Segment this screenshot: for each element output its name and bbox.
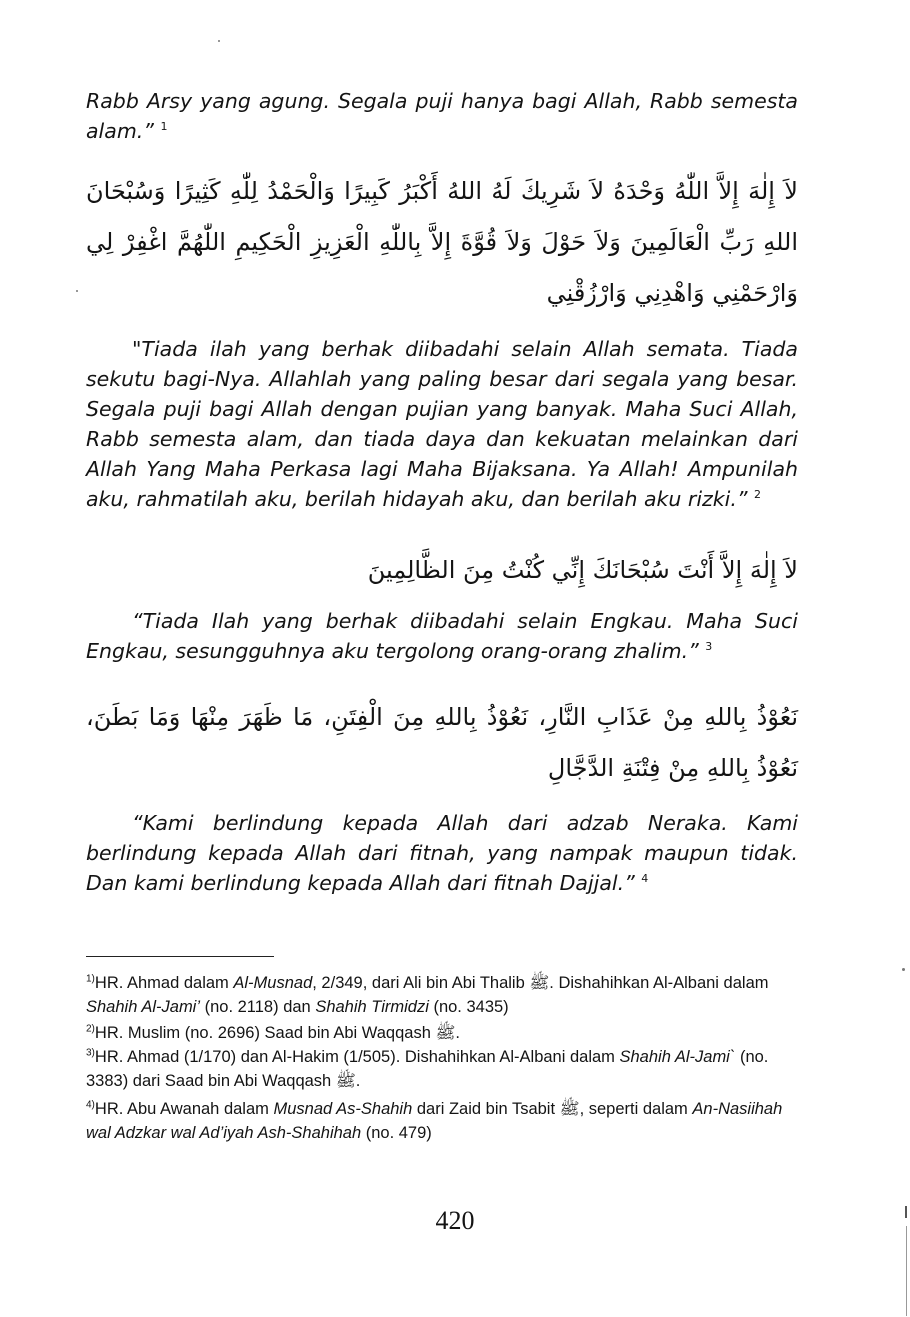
footnote-4-number: 4) [86, 1099, 95, 1111]
footnote-4-text-a: HR. Abu Awanah dalam [94, 1100, 274, 1118]
footnote-1-number: 1) [86, 973, 95, 985]
footnote-ref-4: 4 [641, 872, 649, 886]
footnote-1-title-b: Shahih Al-Jami’ [86, 998, 201, 1016]
arabic-dua-2: لاَ إِلٰهَ إِلاَّ أَنْتَ سُبْحَانَكَ إِنِّي كُنْتُ مِنَ الظَّالِمِينَ [367, 556, 798, 584]
footnote-3-text-a: HR. Ahmad (1/170) dan Al-Hakim (1/505). Dishahihkan Al-Albani dalam [94, 1048, 620, 1066]
paragraph-4-text: “Kami berlindung kepada Allah dari adzab Neraka. Kami berlindung kepada Allah dari fitnah, yang nampak maupun tidak. Dan kami berlindung kepada Allah dari fitnah Dajjal.” [86, 811, 798, 895]
footnote-2-number: 2) [86, 1023, 95, 1035]
paragraph-2-text: "Tiada ilah yang berhak diibadahi selain Allah semata. Tiada sekutu bagi-Nya. Allahlah yang paling besar dari segala yang besar. Segala puji bagi Allah dengan pujian yang banyak. Maha Suci Allah, Rabb semesta alam, dan tiada daya dan kekuatan melainkan dari Allah Yang Maha Perkasa lagi Maha Bijaksana. Ya Allah! Ampunilah aku, rahmatilah aku, berilah hidayah aku, dan berilah aku rizki.” [86, 337, 798, 511]
footnote-2 [86, 1021, 802, 1045]
footnote-3-text-b: (no. 3383) dari Saad bin Abi Waqqash ﷺ. [86, 1048, 769, 1090]
footnote-1-title-a: Al-Musnad [233, 974, 313, 992]
scan-speck [218, 40, 220, 42]
paragraph-1 [86, 86, 798, 146]
footnote-1-text-d: (no. 3435) [428, 998, 509, 1016]
paragraph-3-text: “Tiada Ilah yang berhak diibadahi selain Engkau. Maha Suci Engkau, sesungguhnya aku tergolong orang-orang zhalim.” [86, 609, 798, 663]
footnote-2-text: HR. Muslim (no. 2696) Saad bin Abi Waqqash ﷺ. [94, 1024, 460, 1042]
scan-speck [76, 290, 78, 292]
footnote-3 [86, 1045, 802, 1093]
arabic-dua-1: لاَ إِلٰهَ إِلاَّ اللّٰهُ وَحْدَهُ لاَ شَرِيكَ لَهُ اللهُ أَكْبَرُ كَبِيرًا وَالْحَمْدُ لِلّٰهِ كَثِيرًا وَسُبْحَانَ اللهِ رَبِّ الْعَالَمِينَ وَلاَ حَوْلَ وَلاَ قُوَّةَ إِلاَّ بِاللّٰهِ الْعَزِيزِ الْحَكِيمِ اللّٰهُمَّ اغْفِرْ لِي وَارْحَمْنِي وَاهْدِنِي وَارْزُقْنِي [86, 177, 798, 307]
paragraph-4 [86, 808, 798, 898]
arabic-dua-3: نَعُوْذُ بِاللهِ مِنْ عَذَابِ النَّارِ، نَعُوْذُ بِاللهِ مِنَ الْفِتَنِ، مَا ظَهَرَ مِنْهَا وَمَا بَطَنَ، نَعُوْذُ بِاللهِ مِنْ فِتْنَةِ الدَّجَّالِ [86, 703, 798, 782]
paragraph-3 [86, 606, 798, 666]
footnote-3-title: Shahih Al-Jami` [619, 1048, 736, 1066]
footnote-4 [86, 1097, 802, 1145]
scan-edge-mark-top [905, 1206, 907, 1218]
footnote-4-text-b: dari Zaid bin Tsabit ﷺ, seperti dalam [412, 1100, 693, 1118]
footnote-divider [86, 956, 274, 957]
scan-speck [902, 968, 905, 971]
footnote-1-text-c: (no. 2118) dan [200, 998, 316, 1016]
footnote-4-text-c: (no. 479) [361, 1124, 432, 1142]
scan-edge-mark [906, 1226, 907, 1316]
footnote-4-title-b: An-Nasiihah wal Adzkar wal Ad’iyah Ash-Shahihah [86, 1100, 783, 1142]
footnote-4-title-a: Musnad As-Shahih [273, 1100, 413, 1118]
paragraph-2 [86, 334, 798, 514]
page-number: 420 [435, 1206, 475, 1235]
footnote-ref-1: 1 [160, 120, 168, 134]
paragraph-1-text: Rabb Arsy yang agung. Segala puji hanya bagi Allah, Rabb semesta alam.” [86, 89, 798, 143]
footnote-1-text-b: , 2/349, dari Ali bin Abi Thalib ﷺ. Dishahihkan Al-Albani dalam [312, 974, 769, 992]
footnote-1-text-a: HR. Ahmad dalam [94, 974, 234, 992]
footnote-1 [86, 971, 802, 1019]
footnote-ref-3: 3 [705, 640, 713, 654]
footnote-3-number: 3) [86, 1047, 95, 1059]
footnote-ref-2: 2 [754, 488, 762, 502]
footnote-1-title-c: Shahih Tirmidzi [315, 998, 429, 1016]
